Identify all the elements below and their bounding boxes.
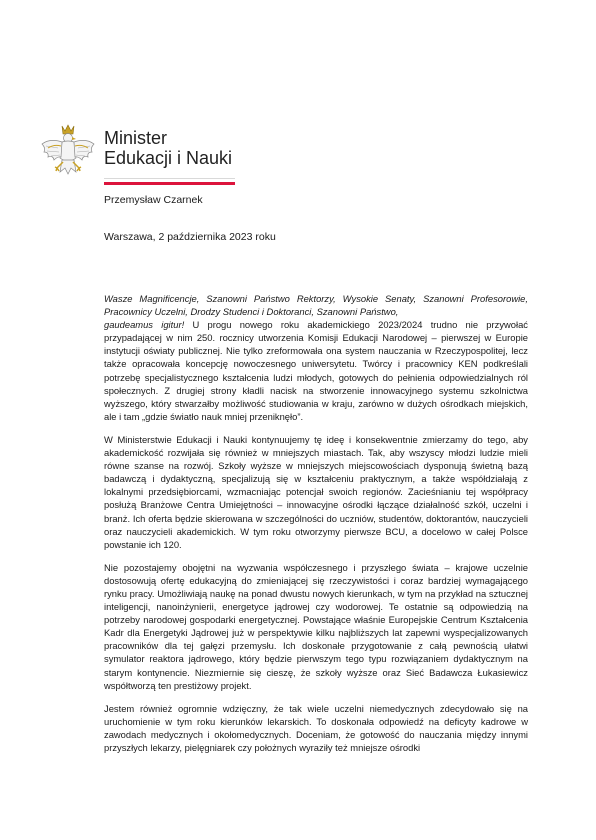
paragraph-1-text: U progu nowego roku akademickiego 2023/2024 trudno nie przywołać przypadającej w nim 250. rocznicy utworzenia Komisji Edukacji Narodowej – pierwszej w Europie instytucji oświaty publicznej. Nie tylko zreformowała ona system nauczania w Rzeczypospolitej, lecz także opracowała koncepcję nowoczesnego uniwersytetu. Twórcy i pracownicy KEN podkreślali potrzebę specjalistycznego kształcenia ludzi młodych, gotowych do pełnienia odpowiedzialnych ról społecznych. Z drugiej strony kładli nacisk na stworzenie innowacyjnego systemu szkolnictwa wyższego, który stwarzałby możliwość studiowania w kraju, zarówno w dużych ośrodkach miejskich, ale i tam „gdzie światło nauk mniej przeniknęło”. bbox=[104, 319, 528, 422]
letter-body bbox=[104, 292, 528, 764]
dateline: Warszawa, 2 października 2023 roku bbox=[104, 231, 276, 243]
paragraph-1 bbox=[104, 318, 528, 423]
paragraph-2: W Ministerstwie Edukacji i Nauki kontynuujemy tę ideę i konsekwentnie zmierzamy do tego, aby akademickość rozwijała się również w mniejszych miastach. Tak, aby wszyscy młodzi ludzie mieli równe szanse na rozwój. Szkoły wyższe w mniejszych miejscowościach dysponują świetną bazą badawczą i dydaktyczną, specjalizują się w kształceniu praktycznym, a także współdziałają z lokalnymi przedsiębiorcami, wzmacniając potencjał swoich regionów. Zacieśnianiu tej współpracy posłużą Branżowe Centra Umiejętności – innowacyjne ośrodki łączące działalność szkół, uczelni i branż. Ich oferta będzie skierowana w szczególności do uczniów, studentów, doktorantów, nauczycieli oraz nauczycieli akademickich. W tym roku otworzymy pierwsze BCU, a docelowo w całej Polsce powstanie ich 120. bbox=[104, 433, 528, 550]
ministry-title-line2: Edukacji i Nauki bbox=[104, 148, 233, 168]
ministry-title-line1: Minister bbox=[104, 128, 168, 148]
minister-name: Przemysław Czarnek bbox=[104, 194, 203, 206]
flag-bar bbox=[104, 178, 235, 185]
salutation: Wasze Magnificencje, Szanowni Państwo Rektorzy, Wysokie Senaty, Szanowni Profesorowie, Pracownicy Uczelni, Drodzy Studenci i Doktoranci, Szanowni Państwo, bbox=[104, 293, 528, 318]
paragraph-3: Nie pozostajemy obojętni na wyzwania współczesnego i przyszłego świata – krajowe uczelnie dostosowują ofertę edukacyjną do zmieniającej się rzeczywistości i coraz bardziej wymagającego rynku pracy. Umożliwiają naukę na ponad dwustu nowych kierunkach, w tym na przykład na sztucznej inteligencji, nanoinżynierii, energetyce jądrowej czy wodorowej. Te ostatnie są odpowiedzią na potrzeby narodowej gospodarki energetycznej. Powstające właśnie Europejskie Centrum Kształcenia Kadr dla Energetyki Jądrowej już w perspektywie kilku najbliższych lat zapewni wyspecjalizowanych pracowników dla tej gałęzi przemysłu. Ich doskonałe przygotowanie z całą pewnością ułatwi symulator reaktora jądrowego, który będzie pierwszym tego typu rozwiązaniem dydaktycznym na starym kontynencie. Niezmiernie się cieszę, że szkoły wyższe oraz Sieć Badawcza Łukasiewicz współtworzą ten prestiżowy projekt. bbox=[104, 561, 528, 691]
polish-eagle-icon bbox=[40, 124, 96, 184]
ministry-title bbox=[104, 128, 232, 168]
opening-phrase: gaudeamus igitur! bbox=[104, 319, 185, 331]
paragraph-4: Jestem również ogromnie wdzięczny, że tak wiele uczelni niemedycznych zdecydowało się na uruchomienie w tym roku kierunków lekarskich. To doskonała odpowiedź na deficyty kadrowe w zawodach medycznych i okołomedycznych. Doceniam, że gotowość do nauczania między innymi przyszłych lekarzy, pielęgniarek czy położnych wyraziły też mniejsze ośrodki bbox=[104, 702, 528, 753]
flag-red-stripe bbox=[104, 182, 235, 185]
